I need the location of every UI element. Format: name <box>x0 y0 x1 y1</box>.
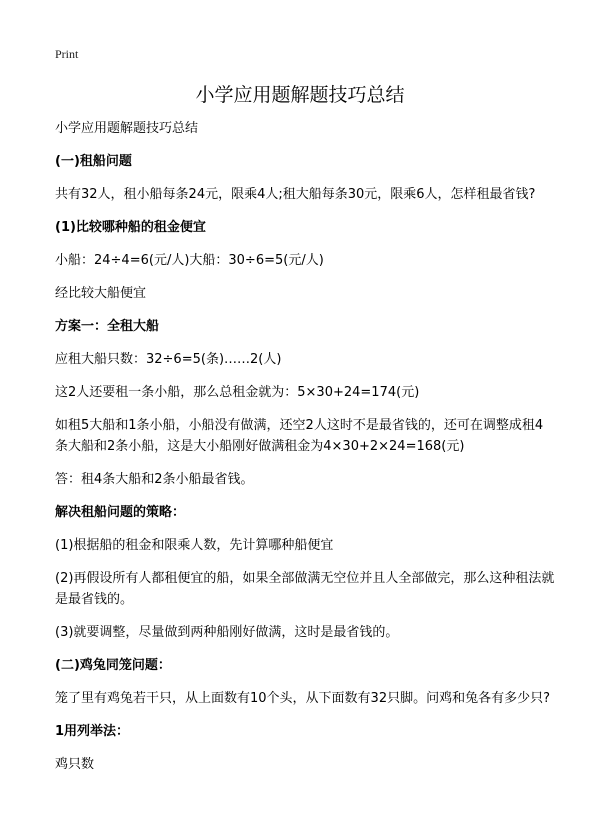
document-body <box>55 118 555 787</box>
section-heading: 解决租船问题的策略： <box>55 505 186 520</box>
page-title: 小学应用题解题技巧总结 <box>195 84 405 106</box>
paragraph: (1)根据船的租金和限乘人数，先计算哪种船便宜 <box>55 538 334 553</box>
section-heading: (二)鸡兔同笼问题： <box>55 658 171 673</box>
paragraph: 这2人还要租一条小船，那么总租金就为：5×30+24=174(元) <box>55 385 420 400</box>
paragraph: 小船：24÷4=6(元/人)大船：30÷6=5(元/人) <box>55 253 324 268</box>
paragraph: 应租大船只数：32÷6=5(条)……2(人) <box>55 352 282 367</box>
paragraph: 小学应用题解题技巧总结 <box>55 121 199 136</box>
section-heading: (1)比较哪种船的租金便宜 <box>55 220 206 235</box>
paragraph: 鸡只数 <box>55 757 95 772</box>
paragraph: (2)再假设所有人都租便宜的船，如果全部做满无空位并且人全部做完，那么这种租法就是最省钱的。 <box>55 571 555 607</box>
paragraph: 笼了里有鸡兔若干只，从上面数有10个头，从下面数有32只脚。问鸡和兔各有多少只? <box>55 691 550 706</box>
paragraph: 如租5大船和1条小船，小船没有做满，还空2人这时不是最省钱的，还可在调整成租4条大船和2条小船，这是大小船刚好做满租金为4×30+2×24=168(元) <box>55 418 544 454</box>
print-link[interactable]: Print <box>55 47 79 61</box>
section-heading: 方案一：全租大船 <box>55 319 160 334</box>
section-heading: 1用列举法： <box>55 724 130 739</box>
paragraph: 答：租4条大船和2条小船最省钱。 <box>55 472 254 487</box>
paragraph: 共有32人，租小船每条24元，限乘4人;租大船每条30元，限乘6人，怎样租最省钱? <box>55 187 536 202</box>
section-heading: (一)租船问题 <box>55 154 132 169</box>
paragraph: (3)就要调整，尽量做到两种船刚好做满，这时是最省钱的。 <box>55 625 399 640</box>
paragraph: 经比较大船便宜 <box>55 286 147 301</box>
